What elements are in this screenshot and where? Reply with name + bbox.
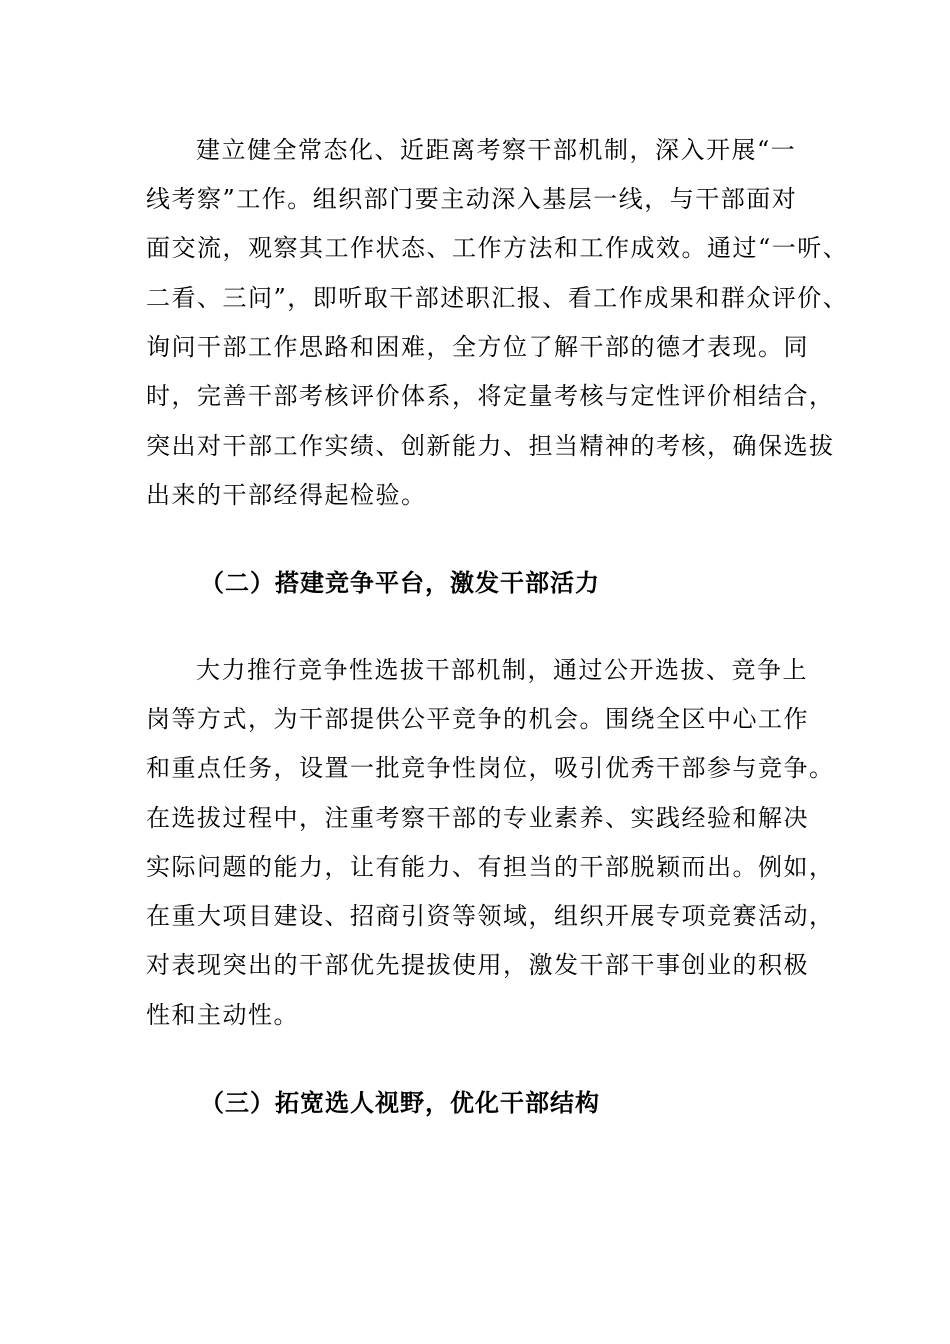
paragraph-2-line-3: 和重点任务，设置一批竞争性岗位，吸引优秀干部参与竞争。 (146, 754, 835, 782)
paragraph-1-line-8: 出来的干部经得起检验。 (146, 481, 427, 509)
paragraph-1-line-3: 面交流，观察其工作状态、工作方法和工作成效。通过“一听、 (146, 234, 849, 262)
paragraph-2-line-6: 在重大项目建设、招商引资等领域，组织开展专项竞赛活动， (146, 902, 835, 930)
section-heading-2: （二）搭建竞争平台，激发干部活力 (200, 568, 600, 597)
paragraph-1-line-6: 时，完善干部考核评价体系，将定量考核与定性评价相结合， (146, 382, 835, 410)
paragraph-2-line-4: 在选拔过程中，注重考察干部的专业素养、实践经验和解决 (146, 804, 809, 832)
paragraph-2-line-1: 大力推行竞争性选拔干部机制，通过公开选拔、竞争上 (196, 656, 808, 684)
paragraph-1-line-2: 线考察”工作。组织部门要主动深入基层一线，与干部面对 (146, 185, 798, 213)
paragraph-2-line-5: 实际问题的能力，让有能力、有担当的干部脱颖而出。例如， (146, 853, 835, 881)
paragraph-2-line-7: 对表现突出的干部优先提拔使用，激发干部干事创业的积极 (146, 951, 809, 979)
paragraph-1-line-1: 建立健全常态化、近距离考察干部机制，深入开展“一 (196, 136, 797, 164)
section-heading-3: （三）拓宽选人视野，优化干部结构 (200, 1088, 600, 1117)
paragraph-2-line-2: 岗等方式，为干部提供公平竞争的机会。围绕全区中心工作 (146, 705, 809, 733)
paragraph-1-line-4: 二看、三问”，即听取干部述职汇报、看工作成果和群众评价、 (146, 284, 849, 312)
paragraph-1-line-5: 询问干部工作思路和困难，全方位了解干部的德才表现。同 (146, 333, 809, 361)
paragraph-2-line-8: 性和主动性。 (146, 1001, 299, 1029)
paragraph-1-line-7: 突出对干部工作实绩、创新能力、担当精神的考核，确保选拔 (146, 432, 835, 460)
